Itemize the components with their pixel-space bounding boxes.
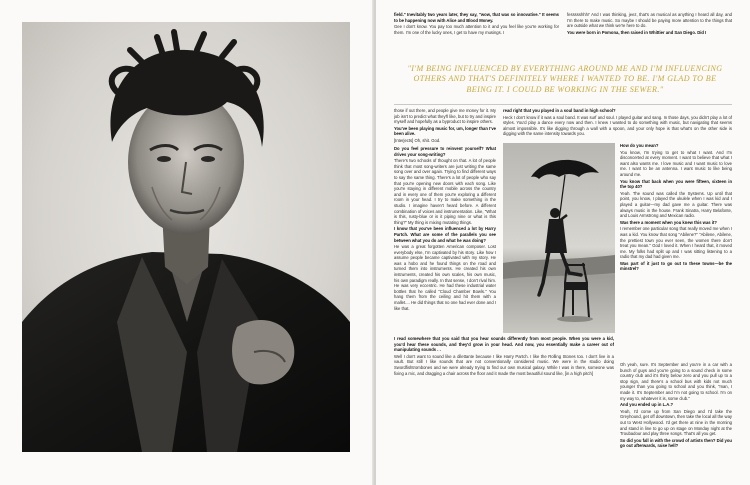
col-b-question-7: So did you fall in with the crowd of artists then? Did you go out afterwards, raise hell? xyxy=(620,437,732,449)
col-b-question-3: You know that back when you were fifteen, sixteen in the top 40? xyxy=(620,178,732,190)
col-a-paragraph-5: Well I don't want to sound like a dilettante because I like Harry Partch. I like the Rolling Stones too. I don't live in a vault. But still I like sounds that are not conventionally considered music. We were in the studio doing Swordfishtrombones and we were already trying to find our own musical galaxy. While I was in there, someone was fixing a mic, and dragging a chair across the floor and it made the most beautiful sound like, [in a high pitch] xyxy=(394,353,614,376)
col-b-question-6: And you ended up in L.A.? xyxy=(620,402,674,408)
column-b-side xyxy=(620,143,732,361)
umbrella-photo xyxy=(503,143,615,333)
intro-lead: field." Inevitably two years later, they say, "wow, that was so innovative." It seems to be happening now with Alice and Blood Money. xyxy=(394,12,559,23)
col-b-question-1: read right that you played in a soul band in high school? xyxy=(503,108,616,113)
intro-question: You were born in Pomona, then raised in Whittier and San Diego. Did I xyxy=(567,29,707,35)
col-b-paragraph-4: I remember one particular song that really moved me when I was a kid. You know that song "Abilene?" "Abilene, Abilene, the prettiest town you ever seen, the women there don't treat you mean." God I loved it. When I heard that, it moved me. My folks had split up and I was sitting listening to a radio that my dad had given me. xyxy=(620,226,732,260)
intro-column-1 xyxy=(394,12,559,58)
pull-quote: "I'M BEING INFLUENCED BY EVERYTHING AROUND ME AND I'M INFLUENCING OTHERS AND THAT'S DEFINITELY WHERE I WANTED TO BE. I'M GLAD TO BE BEING IT. I COULD BE WORKING IN THE SEWER." xyxy=(407,64,723,94)
divider-rule xyxy=(394,104,732,105)
column-a-top xyxy=(394,108,496,145)
column-a-middle xyxy=(394,146,496,336)
col-b-paragraph-3: Yeah. The sound was called the Systems. Up until that point, you know, I played the ukulele when I was kid and I played a guitar—my dad gave me a guitar. There was always music in the house. Frank Sinatra, Harry Belafonte, and Louis Armstrong and Mexican radio. xyxy=(620,190,732,219)
col-a-paragraph-2: [Interjects] Oh, shit. God. xyxy=(394,137,441,143)
col-b-paragraph-2: You know, I'm trying to get to what I want. And I'm disconcerted at every moment. I want to believe that what I want also wants me. I love music and I want music to love me. I want to be an antenna. I want music to like being around me. xyxy=(620,149,732,177)
right-page xyxy=(376,0,750,485)
col-a-question-3: I know that you've been influenced a lot by Harry Partch. What are some of the parallels you see between what you do and what he was doing? xyxy=(394,226,496,243)
col-a-question-1: You've been playing music for, um, longer than I've been alive. xyxy=(394,125,496,137)
col-a-paragraph-4: He was a great forgotten American composer. Lost everybody else, I'm captivated by his story. Like how I assume people became captivated with my story. He was a hobo and he found things on the road and turned them into instruments. He created his own instruments, created his own scales, his own music, his own paradigm really. In that sense, I don't rival him. He was very eccentric. He had these industrial water bottles that he called "Cloud Chamber Bowls." You hang them from the ceiling and hit them with a mallet.... He did things that no one had ever done and I like that. xyxy=(394,244,496,311)
intro-paragraph: Gee I don't know. You pay too much attention to it and you feel like you're working for them. I'm one of the lucky ones, I get to have my musings. I xyxy=(394,24,559,35)
col-b-question-5: Was part of it just to go out to these towns—be the minstrel? xyxy=(620,260,732,272)
left-page xyxy=(0,0,374,485)
col-a-question-2: Do you feel pressure to reinvent yourself? What drives your song-writing? xyxy=(394,146,496,157)
intro-paragraph-2: fessssshhh!' And I was thinking, jeez, that's as musical as anything I heard all day, and I'm there to make music. So maybe I should be paying more attention to the things that are outside what we think we're here to do. xyxy=(567,12,732,29)
col-b-paragraph-1: Heck I don't know if it was a soul band. It was surf and soul. I played guitar and sang. In those days, you didn't play a lot of styles. You'd play a dance every now and then. I knew I wanted to do something with music, but navigating that seems almost impossible. It's like digging through a wall with a spoon, and your only hope is that what's on the other side is digging with the same intensity towards you. xyxy=(503,114,732,137)
col-b-paragraph-5: Oh yeah, sure. It's September and you're in a car with a bunch of guys and you're going to a sound check in some country club and it's thirty below zero and you pull up to a stop sign, and there's a school bus with kids not much younger than you going to school and you think, "man, I made it. It's September and I'm not going to school. I'm on my way to, whatever it is, some club." xyxy=(620,362,732,401)
col-b-question-4: Was there a moment when you knew this was it? xyxy=(620,219,717,225)
column-a-bottom xyxy=(394,336,614,476)
column-b-bottom xyxy=(620,362,732,476)
col-a-paragraph-3: There's two schools of thought on that. A lot of people think that most song-writers are just writing the same song over and over again. Trying to find different ways to say the same thing. There's a lot of people who say that you're opening new doors with each song. Like you're staying in different mobile across the country and in every one of them you're exploring a different room in your head. I try to make something in the studio. I imagine haven't heard before. A different combination of voices and instrumentation. Like, "What is this, rusty-blue or is it piping nine or what is this thing?" My thing is mixing mutating things. xyxy=(394,158,496,225)
col-b-paragraph-6: Yeah, I'd come up from San Diego and I'd take the Greyhound, get off downtown, then take the local all the way out to West Hollywood. I'd get there at nine in the morning and stand in line to go up on stage on Monday night at the Troubadour and play three songs. That's all you get. xyxy=(620,408,732,437)
col-b-question-2: How do you mean? xyxy=(620,143,659,148)
intro-column-2 xyxy=(567,12,732,58)
column-b-top xyxy=(503,108,732,142)
portrait-photo xyxy=(22,22,350,452)
col-a-question-4: I read somewhere that you said that you hear sounds differently from most people. When you were a kid, you'd hear these sounds, and they'd grow in your head. And now, you essentially make a career out of manipulating sounds . . xyxy=(394,336,614,353)
col-a-paragraph-1: those if out there, and people give me money for it. My job isn't to predict what they'll like, but to try and inspire myself and hopefully as a byproduct to inspire others. xyxy=(394,108,496,125)
